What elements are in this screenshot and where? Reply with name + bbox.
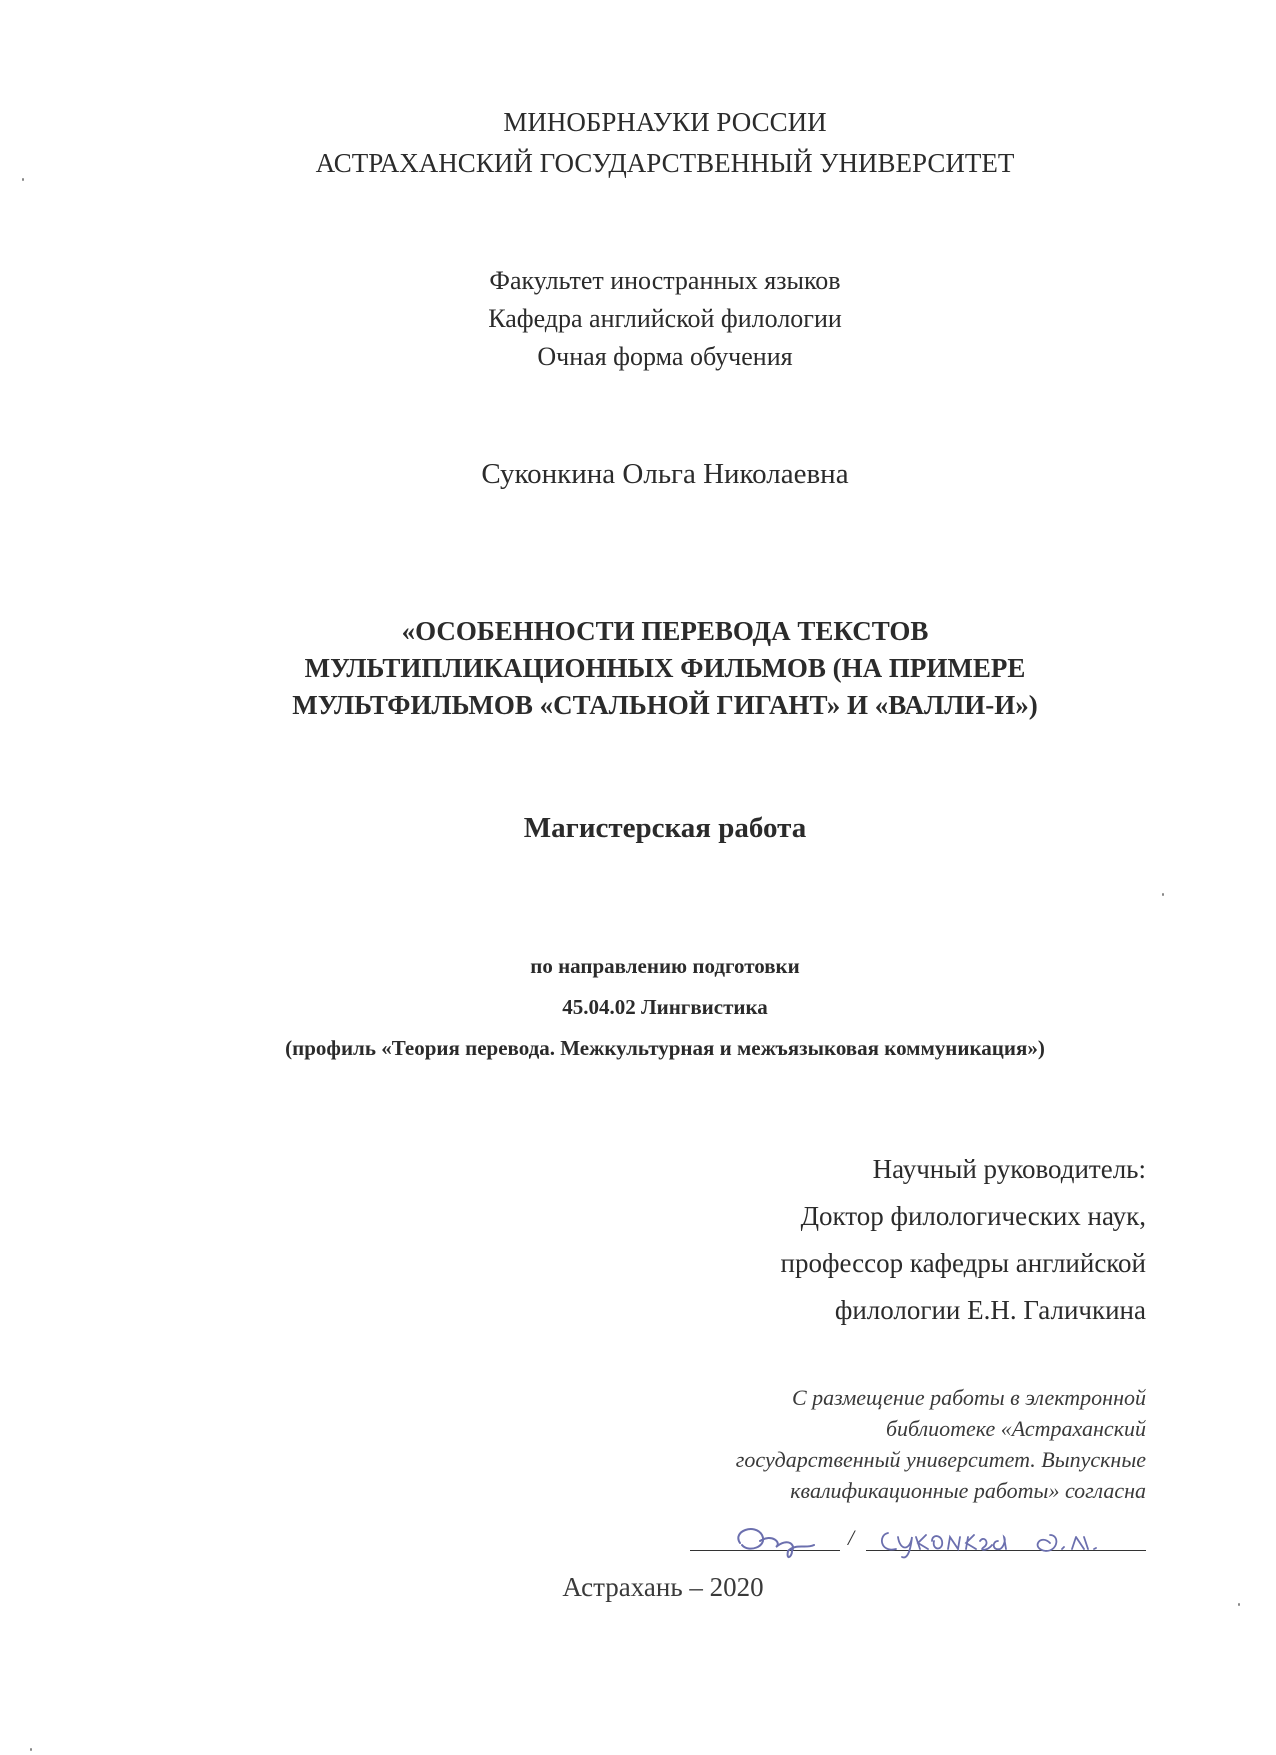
handwritten-name	[880, 1521, 1150, 1561]
work-type: Магистерская работа	[523, 812, 807, 844]
scan-speck	[22, 178, 24, 181]
signature-row	[690, 1521, 1150, 1561]
supervisor-line-2: Доктор филологических наук,	[800, 1201, 1146, 1231]
university-heading: АСТРАХАНСКИЙ ГОСУДАРСТВЕННЫЙ УНИВЕРСИТЕТ	[315, 148, 1015, 178]
faculty-name: Факультет иностранных языков	[489, 266, 841, 295]
supervisor-line-3: профессор кафедры английской	[780, 1248, 1146, 1278]
thesis-title-line-1: «ОСОБЕННОСТИ ПЕРЕВОДА ТЕКСТОВ	[401, 616, 929, 646]
scan-speck	[30, 1748, 32, 1751]
direction-label: по направлению подготовки	[530, 954, 800, 978]
consent-line-1: С размещение работы в электронной	[792, 1385, 1146, 1410]
scan-speck	[1162, 893, 1164, 896]
thesis-title-line-2: МУЛЬТИПЛИКАЦИОННЫХ ФИЛЬМОВ (НА ПРИМЕРЕ	[304, 653, 1026, 683]
department-name: Кафедра английской филологии	[488, 304, 842, 333]
scan-speck	[1238, 1603, 1240, 1606]
direction-profile: (профиль «Теория перевода. Межкультурная и межъязыковая коммуникация»)	[285, 1036, 1045, 1060]
city-year: Астрахань – 2020	[562, 1572, 764, 1602]
thesis-title-line-3: МУЛЬТФИЛЬМОВ «СТАЛЬНОЙ ГИГАНТ» И «ВАЛЛИ-И»)	[292, 690, 1038, 720]
consent-line-2: библиотеке «Астраханский	[885, 1416, 1146, 1441]
supervisor-line-1: Научный руководитель:	[872, 1154, 1146, 1184]
consent-line-3: государственный университет. Выпускные	[735, 1447, 1146, 1472]
handwritten-signature	[730, 1521, 840, 1561]
signature-separator: /	[848, 1525, 855, 1550]
author-name: Суконкина Ольга Николаевна	[481, 458, 849, 490]
study-form: Очная форма обучения	[537, 342, 793, 371]
supervisor-line-4: филологии Е.Н. Галичкина	[834, 1295, 1146, 1325]
consent-line-4: квалификационные работы» согласна	[790, 1478, 1146, 1503]
direction-code: 45.04.02 Лингвистика	[562, 995, 768, 1019]
ministry-heading: МИНОБРНАУКИ РОССИИ	[503, 107, 827, 137]
